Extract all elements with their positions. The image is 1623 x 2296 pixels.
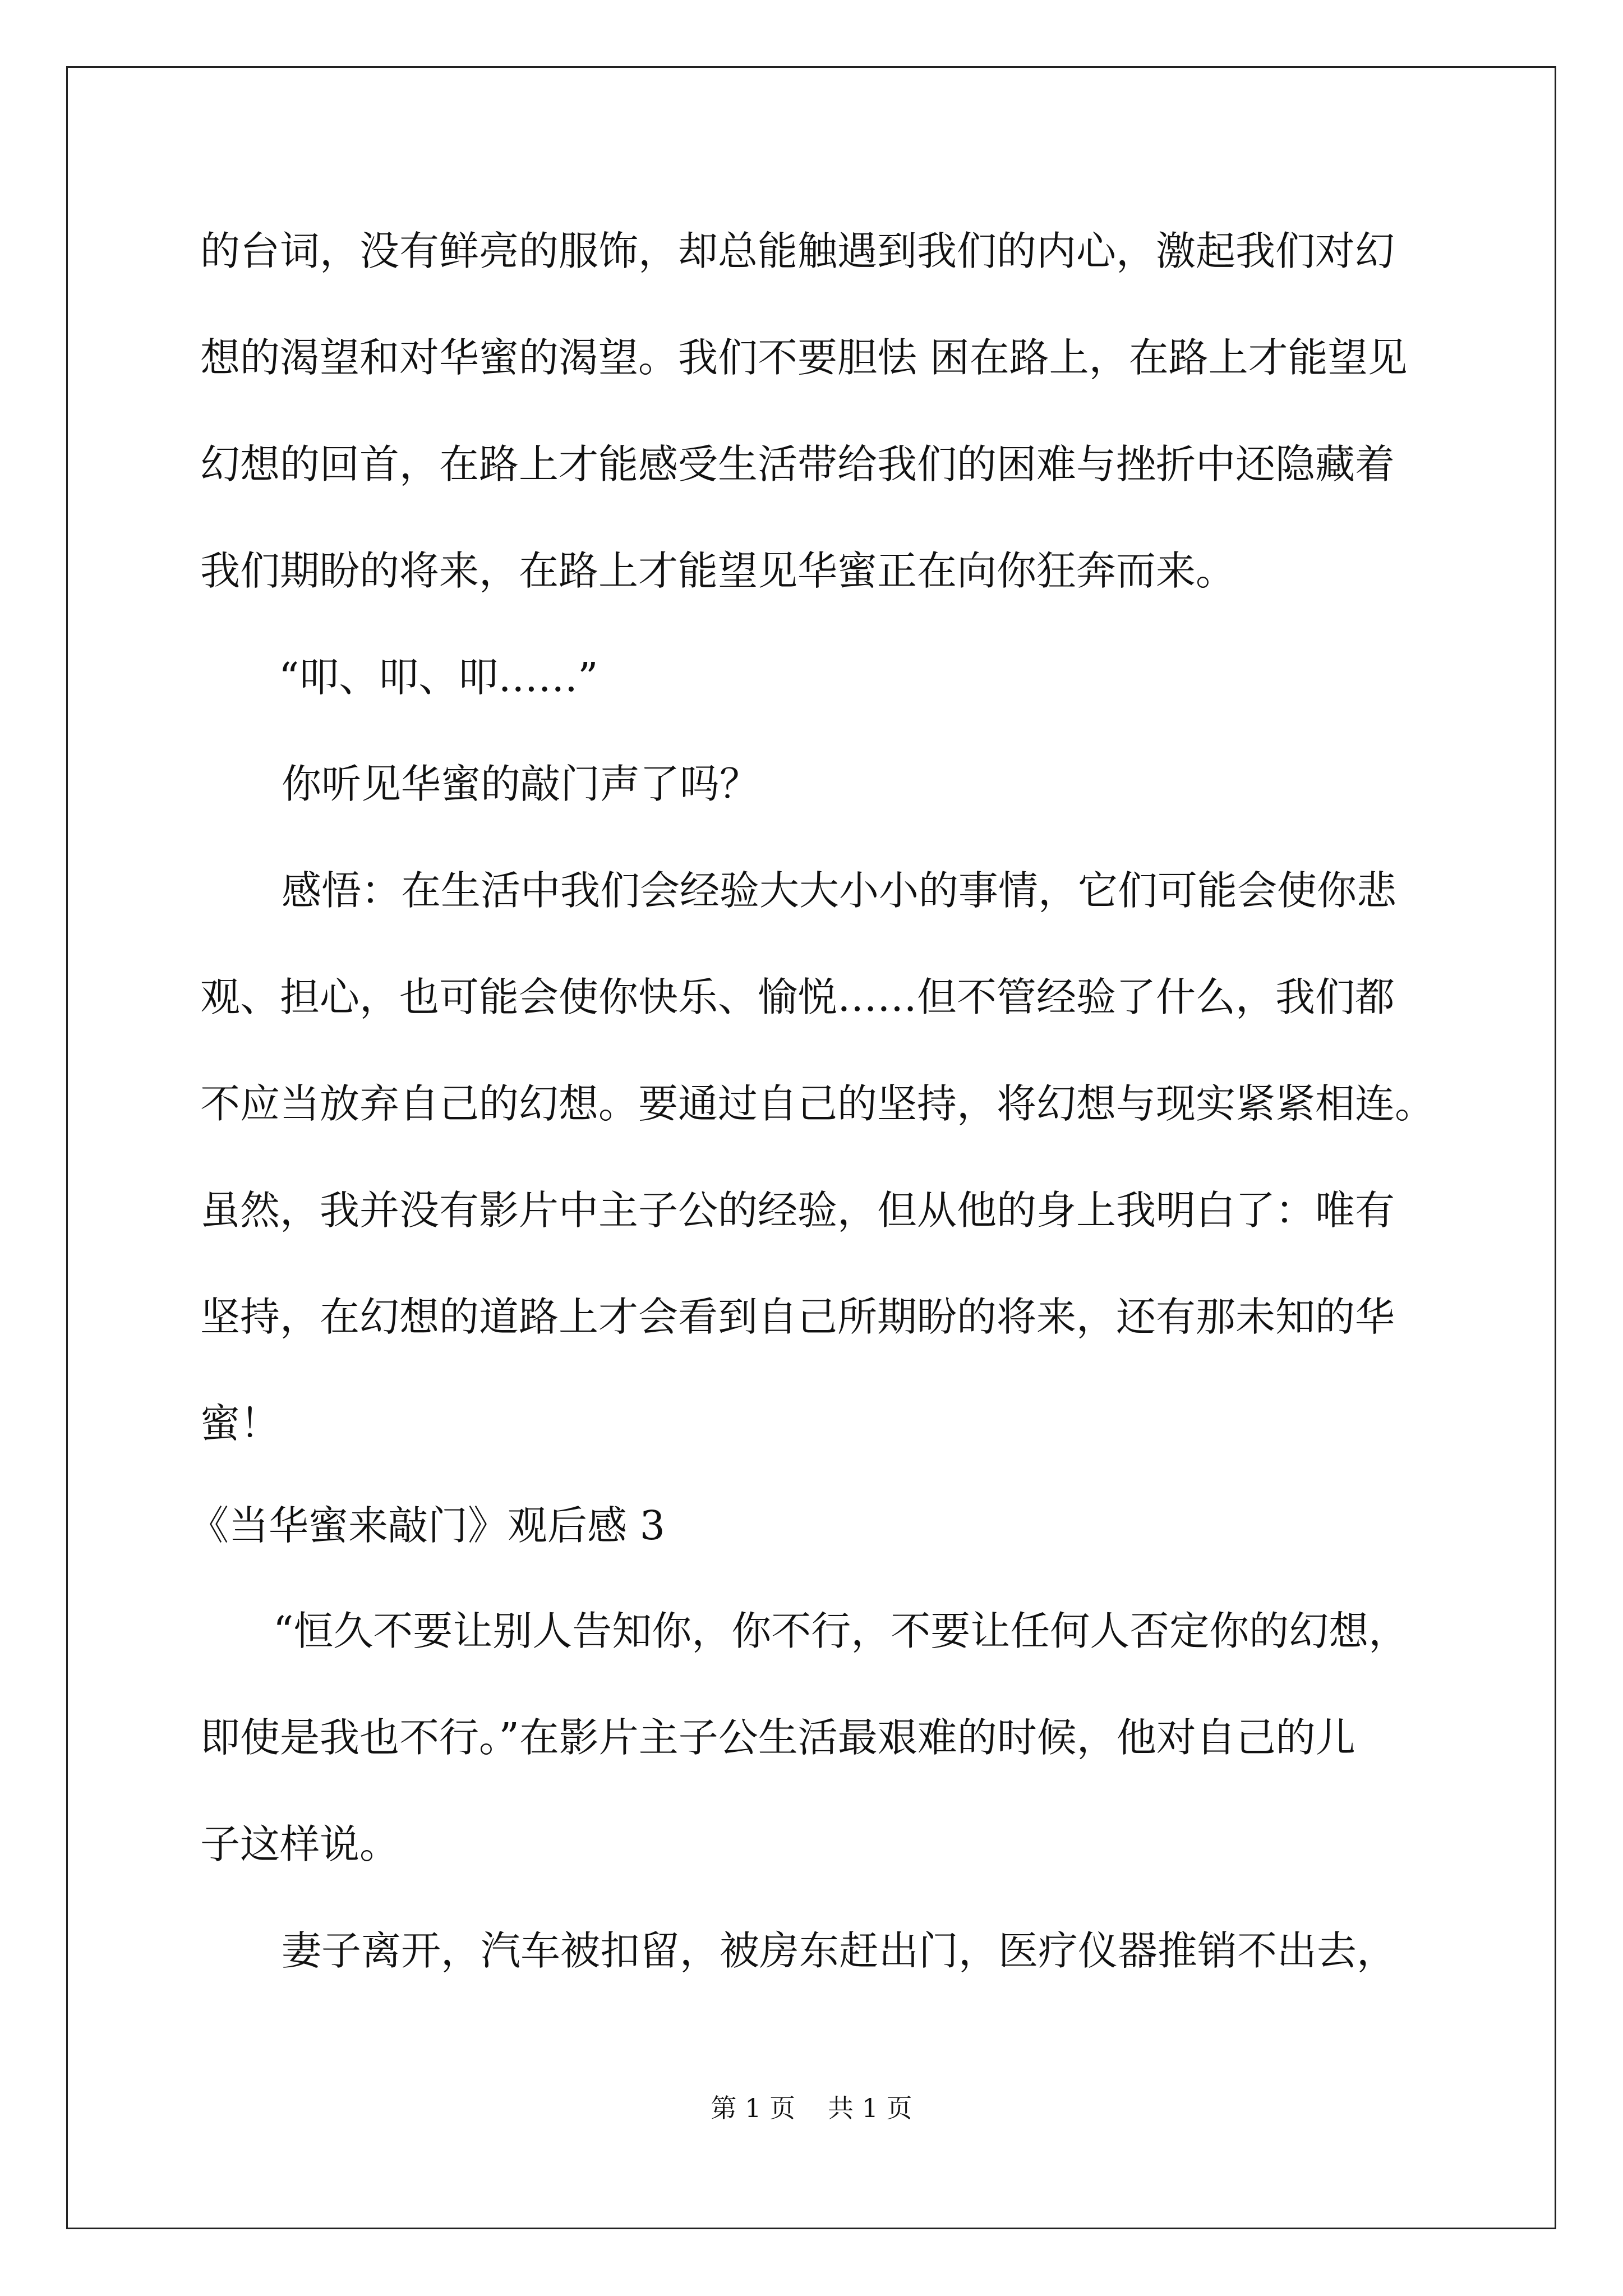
text-line: 感悟：在生活中我们会经验大大小小的事情，它们可能会使你悲 (282, 867, 1397, 914)
text-line: “恒久不要让别人告知你，你不行，不要让任何人否定你的幻想， (273, 1608, 1409, 1654)
page-total: 共 1 页 (828, 2093, 912, 2123)
section-heading: 《当华蜜来敲门》观后感 3 (189, 1502, 665, 1549)
text-line: 你听见华蜜的敲门声了吗？ (282, 761, 760, 807)
text-line: 我们期盼的将来，在路上才能望见华蜜正在向你狂奔而来。 (200, 547, 1236, 594)
text-line: 即使是我也不行。”在影片主子公生活最艰难的时候，他对自己的儿 (200, 1714, 1355, 1761)
text-line: 蜜！ (200, 1400, 280, 1447)
text-line: 妻子离开，汽车被扣留，被房东赶出门，医疗仪器推销不出去， (282, 1927, 1397, 1974)
text-line: 观、担心，也可能会使你快乐、愉悦……但不管经验了什么，我们都 (200, 974, 1395, 1020)
text-line: 不应当放弃自己的幻想。要通过自己的坚持，将幻想与现实紧紧相连。 (200, 1080, 1435, 1127)
text-line: 虽然，我并没有影片中主子公的经验，但从他的身上我明白了：唯有 (200, 1187, 1395, 1234)
text-line: 幻想的回首，在路上才能感受生活带给我们的困难与挫折中还隐藏着 (200, 441, 1395, 487)
text-line: 的台词，没有鲜亮的服饰，却总能触遇到我们的内心，激起我们对幻 (200, 228, 1395, 274)
text-line: 子这样说。 (200, 1821, 400, 1867)
text-line: 坚持，在幻想的道路上才会看到自己所期盼的将来，还有那未知的华 (200, 1294, 1395, 1340)
page-border (66, 66, 1556, 2229)
text-line: “叩、叩、叩……” (279, 654, 598, 701)
page-number: 第 1 页 (711, 2093, 795, 2123)
text-line: 想的渴望和对华蜜的渴望。我们不要胆怯 困在路上，在路上才能望见 (200, 334, 1408, 381)
page-footer (0, 2091, 1623, 2125)
